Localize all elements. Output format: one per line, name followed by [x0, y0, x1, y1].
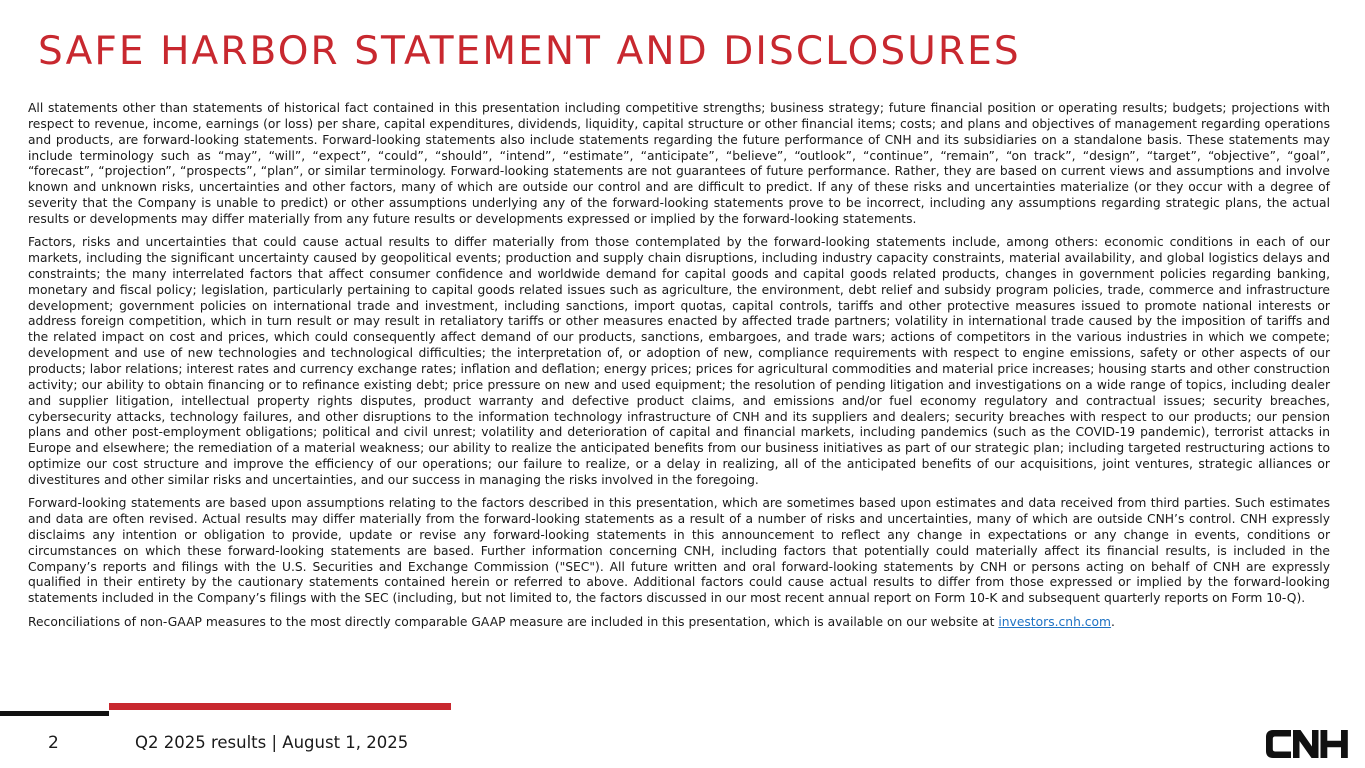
non-gaap-text: Reconciliations of non-GAAP measures to the most directly comparable GAAP measure are included in this presentation, which is available on our website at	[28, 614, 999, 629]
non-gaap-period: .	[1111, 614, 1115, 629]
disclosure-body	[28, 101, 1330, 638]
page-number: 2	[48, 733, 59, 753]
investors-website-link[interactable]: investors.cnh.com	[998, 614, 1112, 629]
footer-date-text: Q2 2025 results | August 1, 2025	[135, 733, 409, 752]
footer-black-bar	[0, 711, 109, 716]
paragraph-non-gaap	[28, 615, 1330, 631]
cnh-logo-icon	[1264, 727, 1350, 761]
paragraph-risk-factors: Factors, risks and uncertainties that could cause actual results to differ materially from those contemplated by the forward-looking statements include, among others: economic conditions in each of our markets, including the significant uncertainty caused by geopolitical events; production and supply chain disruptions, including industry capacity constraints, material availability, and global logistics delays and constraints; the many interrelated factors that affect consumer confidence and worldwide demand for capital goods and capital goods related products, changes in government policies regarding banking, monetary and fiscal policy; legislation, particularly pertaining to capital goods related issues such as agriculture, the environment, debt relief and subsidy program policies, trade, commerce and infrastructure development; government policies on international trade and investment, including sanctions, import quotas, capital controls, tariffs and other protective measures issued to promote national interests or address foreign competition, which in turn result or may result in retaliatory tariffs or other measures enacted by affected trade partners; volatility in international trade caused by the imposition of tariffs and the related impact on cost and prices, which could consequently affect demand of our products, sanctions, embargoes, and trade wars; actions of competitors in the various industries in which we compete; development and use of new technologies and technological difficulties; the interpretation of, or adoption of new, compliance requirements with respect to engine emissions, safety or other aspects of our products; labor relations; interest rates and currency exchange rates; inflation and deflation; energy prices; prices for agricultural commodities and material price increases; housing starts and other construction activity; our ability to obtain financing or to refinance existing debt; price pressure on new and used equipment; the resolution of pending litigation and investigations on a wide range of topics, including dealer and supplier litigation, intellectual property rights disputes, product warranty and defective product claims, and emissions and/or fuel economy regulatory and contractual issues; security breaches, cybersecurity attacks, technology failures, and other disruptions to the information technology infrastructure of CNH and its suppliers and dealers; security breaches with respect to our products; our pension plans and other post-employment obligations; political and civil unrest; volatility and deterioration of capital and financial markets, including pandemics (such as the COVID-19 pandemic), terrorist attacks in Europe and elsewhere; the remediation of a material weakness; our ability to realize the anticipated benefits from our business initiatives as part of our strategic plan; including targeted restructuring actions to optimize our cost structure and improve the efficiency of our operations; our failure to realize, or a delay in realizing, all of the anticipated benefits of our acquisitions, joint ventures, strategic alliances or divestitures and other similar risks and uncertainties, and our success in managing the risks involved in the foregoing.	[28, 235, 1330, 487]
paragraph-forward-looking: All statements other than statements of historical fact contained in this presentation including competitive strengths; business strategy; future financial position or operating results; budgets; projections with respect to revenue, income, earnings (or loss) per share, capital expenditures, dividends, liquidity, capital structure or other financial items; costs; and plans and objectives of management regarding operations and products, are forward-looking statements. Forward-looking statements also include statements regarding the future performance of CNH and its subsidiaries on a standalone basis. These statements may include terminology such as “may”, “will”, “expect”, “could”, “should”, “intend”, “estimate”, “anticipate”, “believe”, “outlook”, “continue”, “remain”, “on track”, “design”, “target”, “objective”, “goal”, “forecast”, “projection”, “prospects”, “plan”, or similar terminology. Forward-looking statements are not guarantees of future performance. Rather, they are based on current views and assumptions and involve known and unknown risks, uncertainties and other factors, many of which are outside our control and are difficult to predict. If any of these risks and uncertainties materialize (or they occur with a degree of severity that the Company is unable to predict) or other assumptions underlying any of the forward-looking statements prove to be incorrect, including any assumptions regarding strategic plans, the actual results or developments may differ materially from any future results or developments expressed or implied by the forward-looking statements.	[28, 101, 1330, 226]
footer-red-bar	[109, 703, 451, 710]
page-title: SAFE HARBOR STATEMENT AND DISCLOSURES	[38, 29, 1021, 74]
paragraph-assumptions: Forward-looking statements are based upon assumptions relating to the factors described in this presentation, which are sometimes based upon estimates and data received from third parties. Such estimates and data are often revised. Actual results may differ materially from the forward-looking statements as a result of a number of risks and uncertainties, many of which are outside CNH’s control. CNH expressly disclaims any intention or obligation to provide, update or revise any forward-looking statements in this announcement to reflect any change in expectations or any change in events, conditions or circumstances on which these forward-looking statements are based. Further information concerning CNH, including factors that potentially could materially affect its financial results, is included in the Company’s reports and filings with the U.S. Securities and Exchange Commission ("SEC"). All future written and oral forward-looking statements by CNH or persons acting on behalf of CNH are expressly qualified in their entirety by the cautionary statements contained herein or referred to above. Additional factors could cause actual results to differ from those expressed or implied by the forward-looking statements included in the Company’s filings with the SEC (including, but not limited to, the factors discussed in our most recent annual report on Form 10-K and subsequent quarterly reports on Form 10-Q).	[28, 496, 1330, 606]
